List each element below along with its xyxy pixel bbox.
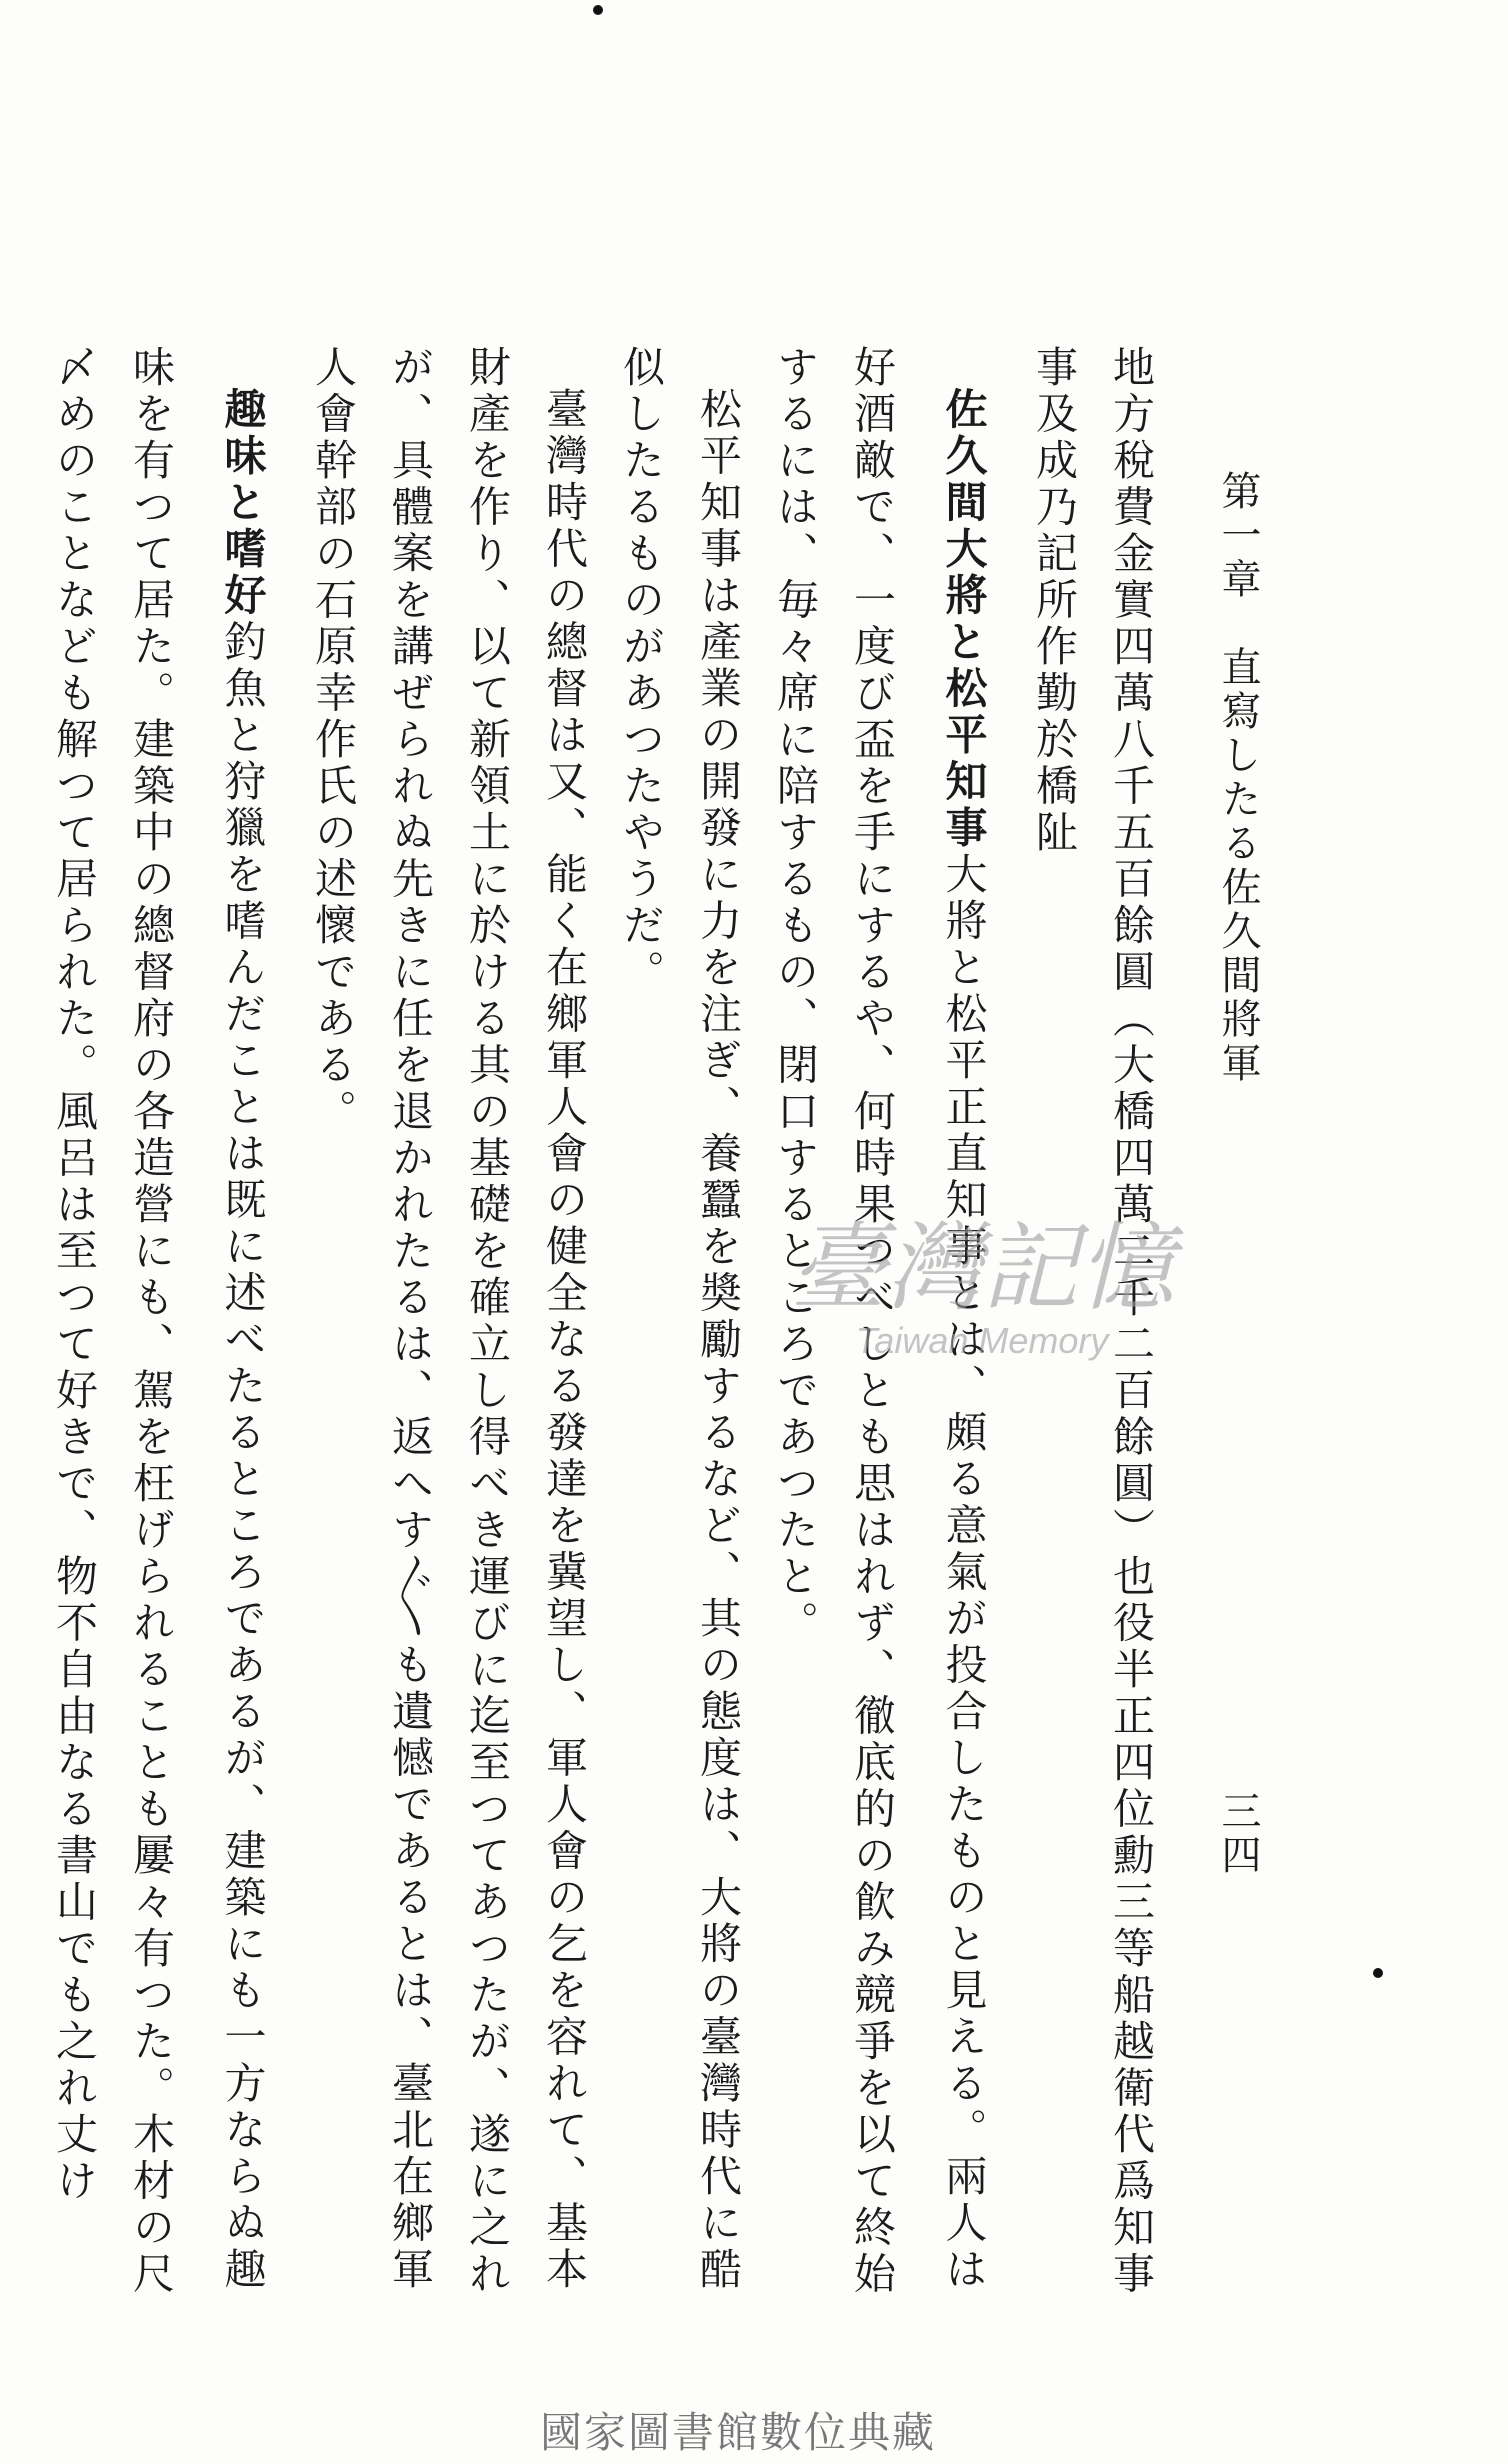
section-heading: 趣味と嗜好 xyxy=(218,387,268,620)
section-heading: 佐久間大將と松平知事 xyxy=(939,387,989,852)
paragraph-hobbies xyxy=(36,345,295,2310)
archive-footer-mark: 國家圖書館數位典藏 xyxy=(540,2408,937,2457)
paragraph-text: 臺灣時代の總督は又、能く在鄉軍人會の健全なる發達を冀望し、軍人會の乞を容れて、基本財產を作り、以て新領土に於ける其の基礎を確立し得べき運びに迄至つてあつたが、遂に之れが、具體案を講ぜられぬ先きに任を退かれたるは、返へす〴〵も遺憾であるとは、臺北在鄉軍人會幹部の石原幸作氏の述懷である。 xyxy=(309,345,589,2298)
paragraph-text: 大將と松平正直知事とは、頗る意氣が投合したものと見える。兩人は好酒敵で、一度び盃を手にするや、何時果つべしとも思はれず、徹底的の飮み競爭を以て終始するには、毎々席に陪するもの、閉口するところであつたと。 xyxy=(771,345,989,2298)
ink-speck xyxy=(1373,1968,1383,1978)
paragraph-text: 松平知事は產業の開發に力を注ぎ、養蠶を奬勵するなど、其の態度は、大將の臺灣時代に酷似したるものがあつたやうだ。 xyxy=(617,345,743,2294)
ink-speck xyxy=(593,5,603,15)
paragraph-industry xyxy=(603,345,757,2310)
paragraph-text: 地方稅費金實四萬八千五百餘圓（大橋四萬二千二百餘圓）也役半正四位勳三等船越衛代爲知事事及成乃記所作勤於橋阯 xyxy=(1030,345,1156,2298)
page-number: 三四 xyxy=(1215,1790,1261,1878)
taiwan-memory-watermark xyxy=(790,1212,1174,1362)
paragraph-text: 釣魚と狩獵を嗜んだことは既に述べたるところであるが、建築にも一方ならぬ趣味を有つて居た。建築中の總督府の各造營にも、駕を枉げられることも屢々有つた。木材の尺〆めのことなども解つて居られた。風呂は至つて好きで、物不自由なる書山でも之れ丈け xyxy=(50,345,268,2298)
paragraph-reservist-association xyxy=(295,345,603,2310)
watermark-subtitle: Taiwan Memory xyxy=(855,1320,1109,1361)
watermark-logo: 臺灣記憶 xyxy=(790,1212,1174,1324)
running-head: 第一章 直寫したる佐久間將軍 xyxy=(1215,470,1261,1086)
